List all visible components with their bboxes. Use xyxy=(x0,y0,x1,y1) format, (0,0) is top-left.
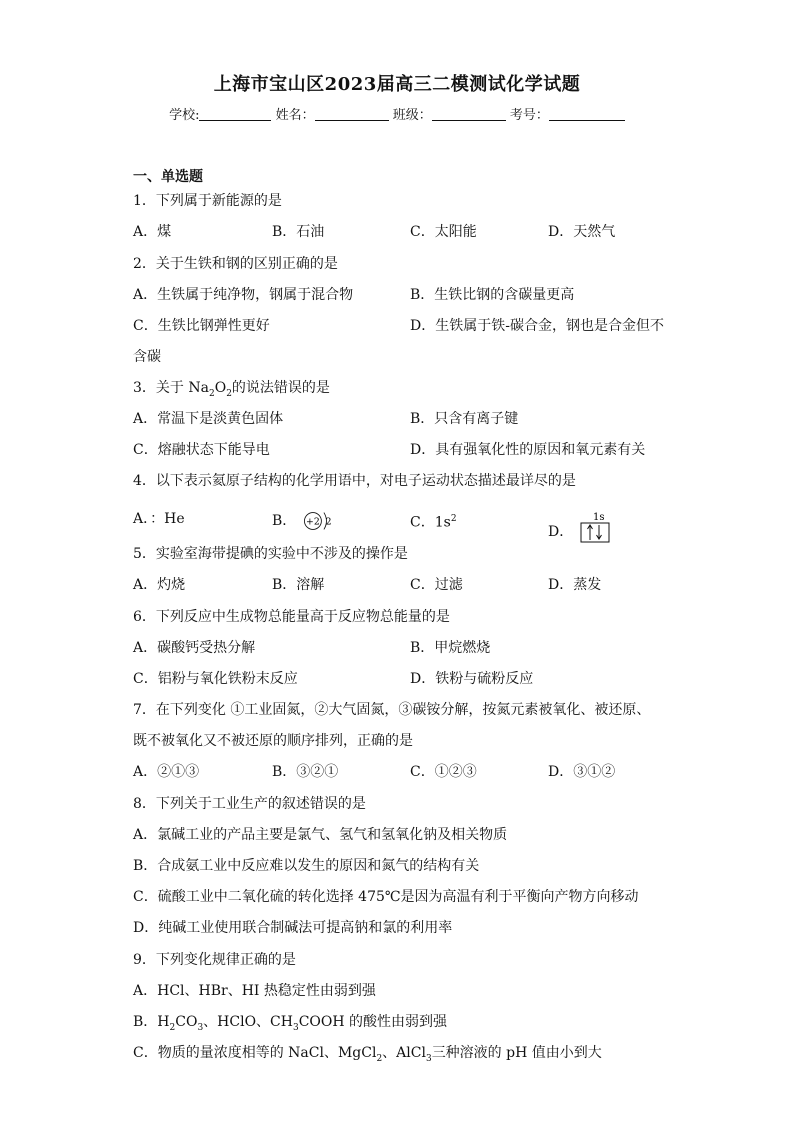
name-label: 姓名： xyxy=(275,108,315,123)
q3-stem-text: 3．关于 Na xyxy=(133,380,209,396)
q8-option-b[interactable]: B．合成氨工业中反应难以发生的原因和氮气的结构有关 xyxy=(133,858,480,874)
q9-option-b-text: CO xyxy=(175,1014,198,1030)
q4-option-d-label: D． xyxy=(548,524,574,540)
q9-option-b-text: 、HClO、CH xyxy=(203,1014,293,1030)
orbital-diagram-icon xyxy=(578,510,612,544)
q8-option-d[interactable]: D．纯碱工业使用联合制碱法可提高钠和氯的利用率 xyxy=(133,920,453,936)
q3-option-d[interactable]: D．具有强氧化性的原因和氧元素有关 xyxy=(410,442,646,458)
q3-subscript: 2 xyxy=(226,388,232,399)
nucleus-charge: +2 xyxy=(305,516,320,528)
question-8-stem: 8．下列关于工业生产的叙述错误的是 xyxy=(133,796,366,812)
question-3-stem xyxy=(133,379,330,403)
question-7-stem: 7．在下列变化 ①工业固氮，②大气固氮，③碳铵分解，按氮元素被氧化、被还原、 xyxy=(133,702,651,718)
q9-option-b-text: B．H xyxy=(133,1014,170,1030)
q7-option-a[interactable]: A．②①③ xyxy=(133,764,200,780)
question-2-stem: 2．关于生铁和钢的区别正确的是 xyxy=(133,256,338,272)
q3-option-a[interactable]: A．常温下是淡黄色固体 xyxy=(133,411,284,427)
q6-option-d[interactable]: D．铁粉与硫粉反应 xyxy=(410,671,534,687)
q5-option-a[interactable]: A．灼烧 xyxy=(133,577,186,593)
q4-option-a[interactable]: A．：He xyxy=(133,511,185,527)
q1-option-b[interactable]: B．石油 xyxy=(272,224,325,240)
question-6-stem: 6．下列反应中生成物总能量高于反应物总能量的是 xyxy=(133,609,450,625)
q9-option-c-text: 、AlCl xyxy=(382,1045,426,1061)
q3-option-c[interactable]: C．熔融状态下能导电 xyxy=(133,442,270,458)
orbital-label: 1s xyxy=(592,512,605,523)
q3-option-b[interactable]: B．只含有离子键 xyxy=(410,411,519,427)
q4-option-c[interactable] xyxy=(410,510,457,532)
q9-subscript: 3 xyxy=(197,1022,204,1033)
q9-subscript: 2 xyxy=(169,1022,176,1033)
q2-option-d[interactable]: D．生铁属于铁-碳合金，钢也是合金但不 xyxy=(410,318,664,334)
school-blank[interactable] xyxy=(199,108,271,121)
class-label: 班级： xyxy=(392,108,432,123)
q6-option-c[interactable]: C．铝粉与氧化铁粉末反应 xyxy=(133,671,298,687)
q9-option-b-text: COOH 的酸性由弱到强 xyxy=(298,1014,448,1030)
q3-stem-text: 的说法错误的是 xyxy=(231,380,330,396)
q5-option-c[interactable]: C．过滤 xyxy=(410,577,463,593)
q4-option-c-superscript: 2 xyxy=(450,514,457,524)
q1-option-c[interactable]: C．太阳能 xyxy=(410,224,477,240)
q7-option-d[interactable]: D．③①② xyxy=(548,764,616,780)
exam-no-label: 考号： xyxy=(509,108,549,123)
q9-subscript: 3 xyxy=(425,1053,432,1064)
q9-option-c-text: 三种溶液的 pH 值由小到大 xyxy=(431,1045,602,1061)
shell-electrons: 2 xyxy=(325,516,332,528)
q6-option-b[interactable]: B．甲烷燃烧 xyxy=(410,640,491,656)
q9-option-c[interactable] xyxy=(133,1044,602,1068)
q4-option-c-text: C．1s xyxy=(410,514,451,531)
q2-option-b[interactable]: B．生铁比钢的含碳量更高 xyxy=(410,287,575,303)
page-title: 上海市宝山区2023届高三二模测试化学试题 xyxy=(213,74,581,95)
q5-option-d[interactable]: D．蒸发 xyxy=(548,577,602,593)
q8-option-c[interactable]: C．硫酸工业中二氧化硫的转化选择 475℃是因为高温有利于平衡向产物方向移动 xyxy=(133,889,639,905)
school-label: 学校: xyxy=(169,108,200,123)
q9-option-b[interactable] xyxy=(133,1013,447,1037)
q8-option-a[interactable]: A．氯碱工业的产品主要是氯气、氢气和氢氧化钠及相关物质 xyxy=(133,827,508,843)
q5-option-b[interactable]: B．溶解 xyxy=(272,577,325,593)
class-blank[interactable] xyxy=(432,108,506,121)
q9-option-c-text: C．物质的量浓度相等的 NaCl、MgCl xyxy=(133,1045,377,1061)
q1-option-a[interactable]: A．煤 xyxy=(133,224,172,240)
q4-option-d[interactable] xyxy=(548,510,612,544)
q2-option-a[interactable]: A．生铁属于纯净物，钢属于混合物 xyxy=(133,287,354,303)
atomic-structure-diagram-icon xyxy=(301,510,335,532)
q7-option-b[interactable]: B．③②① xyxy=(272,764,339,780)
q9-subscript: 3 xyxy=(292,1022,299,1033)
q6-option-a[interactable]: A．碳酸钙受热分解 xyxy=(133,640,256,656)
q9-option-a[interactable]: A．HCl、HBr、HI 热稳定性由弱到强 xyxy=(133,983,376,999)
question-9-stem: 9．下列变化规律正确的是 xyxy=(133,952,296,968)
question-5-stem: 5．实验室海带提碘的实验中不涉及的操作是 xyxy=(133,546,408,562)
section-title: 一、单选题 xyxy=(133,169,203,185)
q2-option-d-continued: 含碳 xyxy=(133,349,161,365)
question-1-stem: 1．下列属于新能源的是 xyxy=(133,193,282,209)
q2-option-c[interactable]: C．生铁比钢弹性更好 xyxy=(133,318,270,334)
q1-option-d[interactable]: D．天然气 xyxy=(548,224,616,240)
q4-option-b-label: B． xyxy=(272,513,297,529)
q3-stem-text: O xyxy=(214,380,227,396)
student-info-line xyxy=(0,104,794,123)
name-blank[interactable] xyxy=(315,108,389,121)
question-4-stem: 4．以下表示氦原子结构的化学用语中，对电子运动状态描述最详尽的是 xyxy=(133,473,576,489)
q9-subscript: 2 xyxy=(376,1053,383,1064)
q7-option-c[interactable]: C．①②③ xyxy=(410,764,477,780)
q3-subscript: 2 xyxy=(208,388,215,399)
q4-option-b[interactable] xyxy=(272,510,335,532)
question-7-stem-continued: 既不被氧化又不被还原的顺序排列，正确的是 xyxy=(133,733,413,749)
exam-no-blank[interactable] xyxy=(549,108,625,121)
